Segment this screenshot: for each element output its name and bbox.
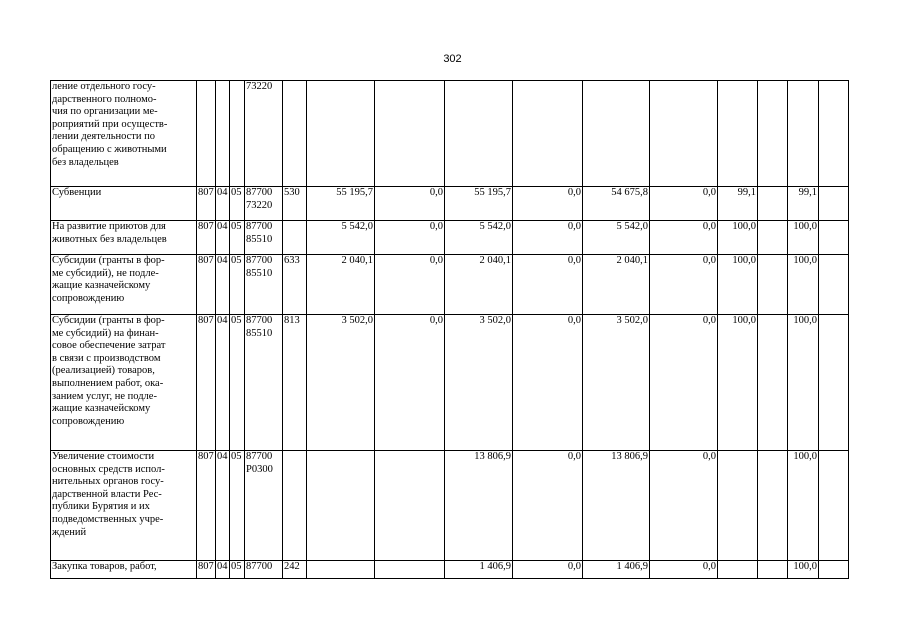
amount-cell: 0,0 [650,187,718,221]
expense-type-code: 530 [283,187,307,221]
amount-cell: 99,1 [788,187,819,221]
description-line: ме субсидий), не подле- [52,267,159,279]
grbs-code [197,81,216,187]
table-body [51,81,849,579]
amount-cell: 13 806,9 [583,451,650,561]
amount-cell: 2 040,1 [583,255,650,315]
description-line: роприятий при осуществ- [52,118,168,130]
expense-type-code [283,451,307,561]
amount-cell: 0,0 [513,315,583,451]
amount-cell: 5 542,0 [583,221,650,255]
expense-type-code: 242 [283,561,307,579]
expense-type-code [283,81,307,187]
description-line: нительных органов госу- [52,476,164,488]
amount-cell [650,81,718,187]
target-article-part: 85510 [246,267,273,279]
description-line: Увеличение стоимости [52,451,155,462]
table-row [51,221,849,255]
amount-cell: 100,0 [788,561,819,579]
subsection-code: 05 [230,255,245,315]
amount-cell: 100,0 [718,315,758,451]
amount-cell: 0,0 [513,561,583,579]
subsection-code: 05 [230,315,245,451]
amount-cell: 54 675,8 [583,187,650,221]
amount-cell: 0,0 [650,561,718,579]
amount-cell: 0,0 [650,315,718,451]
amount-cell: 0,0 [650,255,718,315]
grbs-code: 807 [197,255,216,315]
row-description [51,255,197,315]
description-line: в связи с производством [52,352,161,364]
description-line: дарственной власти Рес- [52,488,162,500]
amount-cell [718,561,758,579]
amount-cell [819,81,849,187]
row-description [51,81,197,187]
amount-cell [718,81,758,187]
amount-cell: 0,0 [375,221,445,255]
description-line: занием услуг, не подле- [52,390,157,402]
amount-cell [758,561,788,579]
amount-cell: 100,0 [788,451,819,561]
description-line: без владельцев [52,156,119,168]
description-line: подведомственных учре- [52,513,164,525]
grbs-code: 807 [197,187,216,221]
table-row [51,187,849,221]
amount-cell: 0,0 [513,255,583,315]
target-article-code [245,81,283,187]
row-description [51,187,197,221]
target-article-part: 73220 [246,81,273,92]
table-row [51,255,849,315]
amount-cell: 99,1 [718,187,758,221]
target-article-code [245,255,283,315]
amount-cell [758,451,788,561]
row-description [51,561,197,579]
target-article-part: 87700 [246,255,273,266]
amount-cell: 100,0 [788,221,819,255]
section-code: 04 [216,315,230,451]
amount-cell [307,451,375,561]
amount-cell [758,81,788,187]
amount-cell [758,187,788,221]
grbs-code: 807 [197,315,216,451]
amount-cell: 3 502,0 [307,315,375,451]
section-code: 04 [216,187,230,221]
target-article-code [245,187,283,221]
description-line: жащие казначейскому [52,403,151,415]
subsection-code [230,81,245,187]
amount-cell: 5 542,0 [445,221,513,255]
amount-cell: 1 406,9 [445,561,513,579]
target-article-code [245,221,283,255]
subsection-code: 05 [230,561,245,579]
amount-cell: 55 195,7 [307,187,375,221]
amount-cell [819,561,849,579]
row-description [51,451,197,561]
row-description [51,315,197,451]
amount-cell: 100,0 [788,315,819,451]
amount-cell [819,187,849,221]
budget-table [50,80,849,579]
amount-cell [307,561,375,579]
amount-cell [375,561,445,579]
amount-cell: 0,0 [375,187,445,221]
description-line: Закупка товаров, работ, [52,561,157,572]
amount-cell [819,221,849,255]
description-line: обращению с животными [52,143,167,155]
amount-cell [819,315,849,451]
target-article-part: 87700 [246,451,273,462]
grbs-code: 807 [197,451,216,561]
target-article-part: P0300 [246,463,273,475]
description-line: ме субсидий) на финан- [52,327,159,339]
target-article-part: 87700 [246,221,273,232]
amount-cell: 0,0 [650,221,718,255]
amount-cell [758,315,788,451]
section-code: 04 [216,561,230,579]
amount-cell: 0,0 [513,221,583,255]
description-line: лении деятельности по [52,131,155,143]
description-line: ление отдельного госу- [52,81,156,92]
target-article-part: 73220 [246,199,273,211]
amount-cell: 0,0 [375,255,445,315]
subsection-code: 05 [230,221,245,255]
amount-cell: 100,0 [718,221,758,255]
expense-type-code: 633 [283,255,307,315]
amount-cell: 3 502,0 [583,315,650,451]
page-number: 302 [443,53,462,65]
description-line: Субсидии (гранты в фор- [52,315,165,326]
description-line: дарственного полномо- [52,93,157,105]
target-article-part: 87700 [246,187,273,198]
description-line: (реализацией) товаров, [52,365,155,377]
target-article-code [245,561,283,579]
amount-cell: 0,0 [513,451,583,561]
description-line: основных средств испол- [52,463,165,475]
description-line: На развитие приютов для [52,221,166,232]
target-article-code [245,451,283,561]
description-line: сопровождению [52,292,125,304]
amount-cell: 100,0 [788,255,819,315]
table-row [51,561,849,579]
amount-cell: 0,0 [375,315,445,451]
description-line: совое обеспечение затрат [52,340,166,352]
amount-cell [375,81,445,187]
description-line: чия по организации ме- [52,106,158,118]
description-line: выполнением работ, ока- [52,377,164,389]
amount-cell: 1 406,9 [583,561,650,579]
amount-cell: 0,0 [650,451,718,561]
table-row [51,451,849,561]
description-line: сопровождению [52,415,125,427]
amount-cell: 13 806,9 [445,451,513,561]
amount-cell [375,451,445,561]
amount-cell: 55 195,7 [445,187,513,221]
target-article-part: 87700 [246,315,273,326]
description-line: Субсидии (гранты в фор- [52,255,165,266]
amount-cell [819,255,849,315]
section-code [216,81,230,187]
grbs-code: 807 [197,221,216,255]
description-line: публики Бурятия и их [52,501,150,513]
description-line: Субвенции [52,187,102,198]
amount-cell [307,81,375,187]
amount-cell [583,81,650,187]
amount-cell: 3 502,0 [445,315,513,451]
section-code: 04 [216,255,230,315]
amount-cell: 2 040,1 [307,255,375,315]
amount-cell [758,255,788,315]
amount-cell [819,451,849,561]
grbs-code: 807 [197,561,216,579]
table-row [51,81,849,187]
description-line: животных без владельцев [52,233,167,245]
description-line: жащие казначейскому [52,280,151,292]
expense-type-code: 813 [283,315,307,451]
description-line: ждений [52,526,87,538]
target-article-code [245,315,283,451]
amount-cell: 2 040,1 [445,255,513,315]
section-code: 04 [216,451,230,561]
amount-cell: 0,0 [513,187,583,221]
amount-cell: 100,0 [718,255,758,315]
amount-cell: 5 542,0 [307,221,375,255]
target-article-part: 85510 [246,327,273,339]
amount-cell [718,451,758,561]
amount-cell [513,81,583,187]
amount-cell [758,221,788,255]
section-code: 04 [216,221,230,255]
subsection-code: 05 [230,187,245,221]
expense-type-code [283,221,307,255]
target-article-part: 85510 [246,233,273,245]
amount-cell [788,81,819,187]
table-row [51,315,849,451]
target-article-part: 87700 [246,561,273,572]
amount-cell [445,81,513,187]
subsection-code: 05 [230,451,245,561]
row-description [51,221,197,255]
